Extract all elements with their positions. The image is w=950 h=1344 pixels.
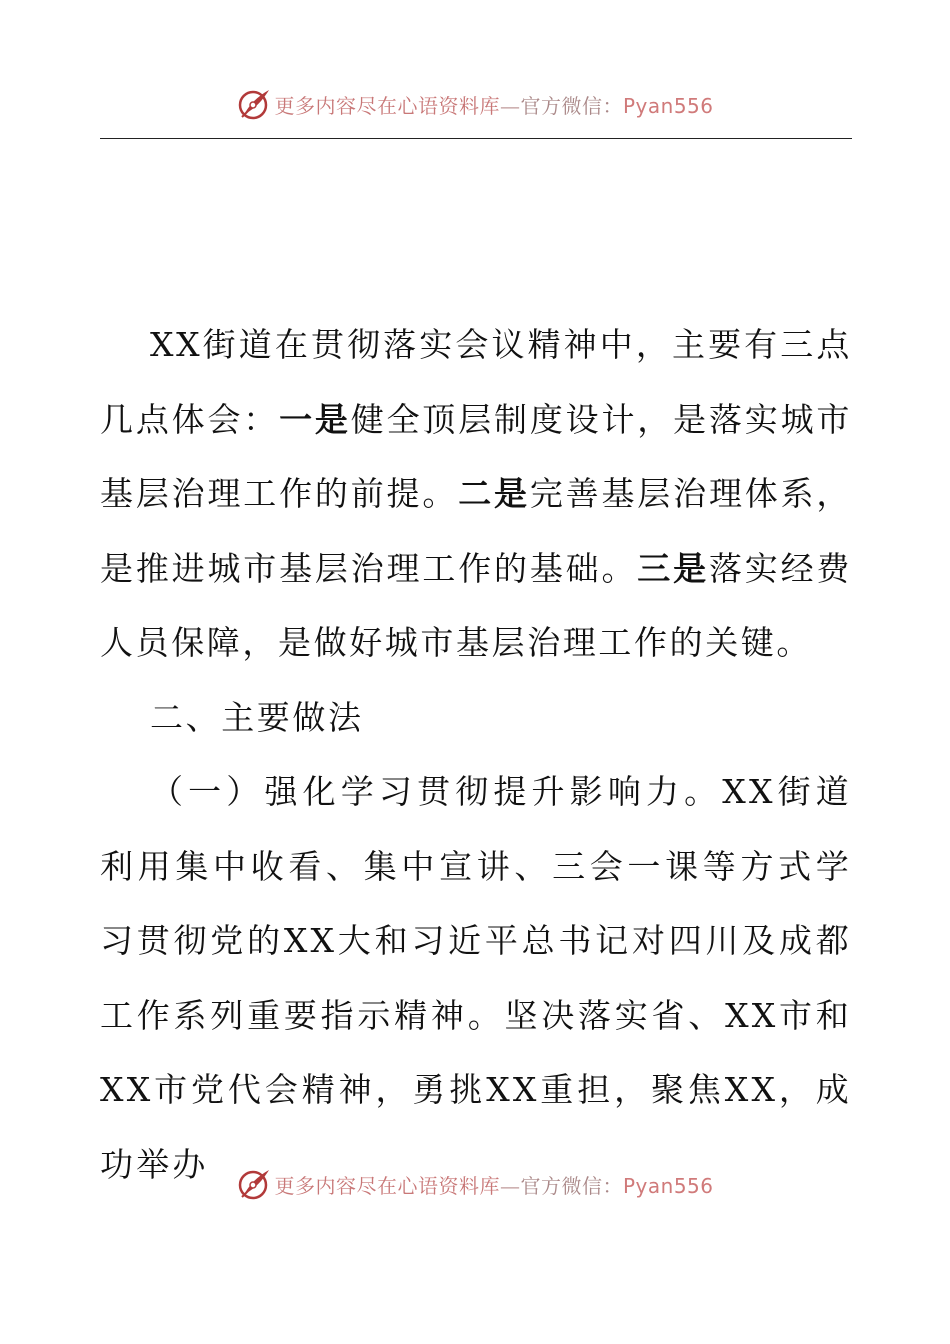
header-wechat-label: 官方微信： [520, 93, 623, 118]
document-body [100, 308, 852, 1202]
p1-marker-second: 二是 [458, 474, 530, 513]
footer-banner [0, 1162, 950, 1206]
header-banner [0, 82, 950, 126]
footer-banner-dash: — [499, 1173, 521, 1198]
header-banner-prefix: 更多内容尽在心语资料库 [274, 93, 500, 118]
p1-marker-third: 三是 [637, 548, 709, 588]
p1-point-three: 落实经费人员保障，是做好城市基层治理工作的关键。 [100, 548, 852, 662]
p1-marker-first: 一是 [279, 399, 351, 439]
footer-wechat-label: 官方微信： [520, 1173, 623, 1198]
footer-wechat-id: Pyan556 [622, 1173, 714, 1198]
paragraph-practice: （一）强化学习贯彻提升影响力。XX街道利用集中收看、集中宣讲、三会一课等方式学习贯彻党的XX大和习近平总书记对四川及成都工作系列重要指示精神。坚决落实省、XX市和XX市党代会精神，勇挑XX重担，聚焦XX，成功举办 [100, 772, 852, 1184]
footer-banner-prefix: 更多内容尽在心语资料库 [274, 1173, 500, 1198]
header-banner-dash: — [499, 93, 521, 118]
p1-intro: XX街道在贯彻落实会议精神中，主要有三点几点体会： [100, 325, 852, 439]
section-heading: 二、主要做法 [150, 697, 364, 737]
p1-point-one: 健全顶层制度设计，是落实城市基层治理工作的前提。 [100, 399, 853, 513]
footer-banner-text [274, 1170, 713, 1199]
quill-logo-icon [236, 86, 272, 122]
header-divider [100, 138, 852, 139]
paragraph-experience [100, 308, 852, 681]
header-banner-text [274, 90, 713, 119]
quill-logo-icon [236, 1166, 272, 1202]
header-wechat-id: Pyan556 [622, 93, 714, 118]
p1-point-two: 完善基层治理体系，是推进城市基层治理工作的基础。 [100, 474, 852, 588]
